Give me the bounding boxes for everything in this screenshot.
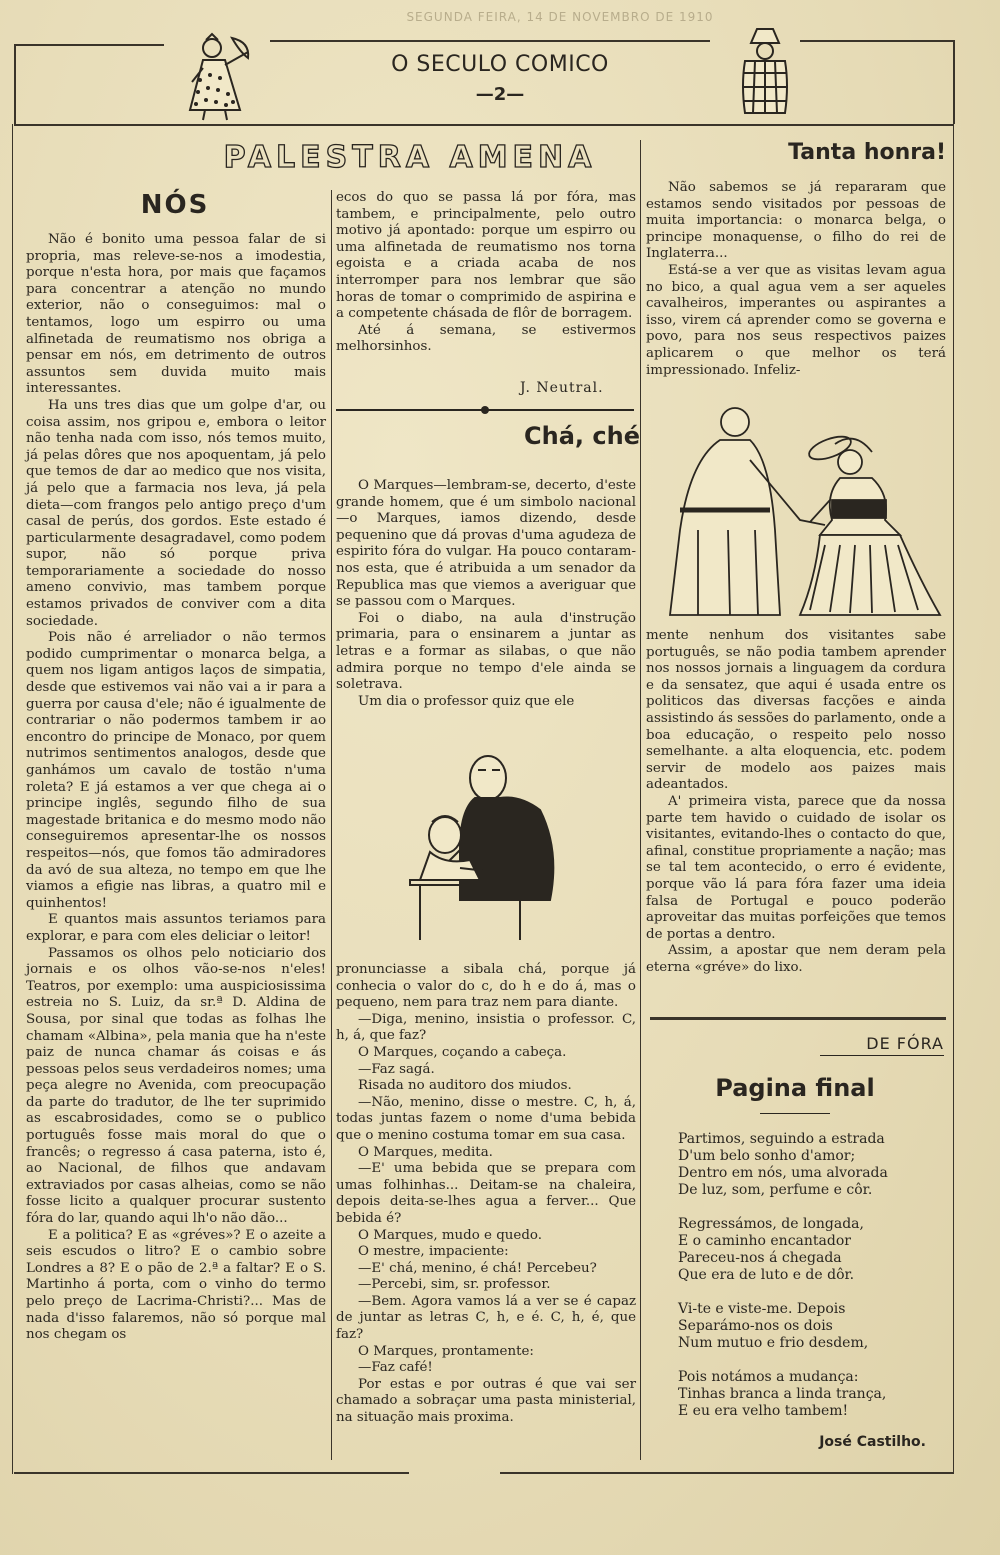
tanta-column-bottom [646,628,946,976]
verse-line: Tinhas branca a linda trança, [678,1386,887,1402]
dialogue-line: —E' uma bebida que se prepara com umas folhinhas... Deitam-se na chaleira, depois deita-se-lhes agua a ferver... Que bebida é? [336,1161,636,1226]
paragraph: O Marques—lembram-se, decerto, d'este grande homem, que é um simbolo nacional—o Marques, iamos dizendo, desde pequenino que dá provas d'uma agudeza de espirito fóra do vulgar. Ha pouco contaram-nos esta, que é atribuida a um senador da Republica mas que viemos a averiguar que se passou com o Marques. [336,478,636,610]
paragraph: Ha uns tres dias que um golpe d'ar, ou coisa assim, nos gripou e, embora o leitor não tenha nada com isso, nós temos muito, já pelas dôres que nos apoquentam, já pelo que temos de dar ao medico que nos visita, já pelo que a farmacia nos leva, já pela dieta—com frangos pelo antigo preço d'um casal de perús, dos gordos. Este estado é particularmente desagradavel, como podem supor, não só porque priva temporariamente a sociedade do nosso ameno convivio, mas tambem porque estamos privados de conviver com a dita sociedade. [26,397,326,629]
section-rule [650,1017,946,1020]
frame-line [14,44,164,46]
paragraph: Pois não é arreliador o não termos podido cumprimentar o monarca belga, a quem nos ligam antigos laços de simpatia, desde que estivemos vai não vai a ir para a guerra por causa d'ele; não é igualmente de contrariar o não podermos tambem ir ao encontro do principe de Monaco, por quem nutrimos sentimentos analogos, desde que ganhámos um cavalo de tostão n'uma roleta? E já estamos a ver que chega ai o principe inglês, segundo filho de sua magestade britanica e do mesmo modo não conseguiremos apresentar-lhe os nossos respeitos—nós, que fomos tão admiradores da avó de sua alteza, no tempo em que lhe viamos a efigie nas libras, a quatro mil e quinhentos! [26,630,326,911]
verse-line: D'um belo sonho d'amor; [678,1148,856,1164]
dialogue-line: O Marques, mudo e quedo. [358,1227,543,1243]
verse-line: Que era de luto e de dôr. [678,1267,855,1283]
cha-column-bottom [336,962,636,1427]
paragraph: Assim, a apostar que nem deram pela eterna «gréve» do lixo. [646,943,946,975]
section-divider [336,406,634,414]
kicker-de-fora: DE FÓRA [866,1034,944,1053]
verse-line: Regressámos, de longada, [678,1216,864,1232]
frame-line [953,40,955,124]
title-underline [760,1113,830,1114]
frame-line [14,44,16,124]
paragraph: Até á semana, se estivermos melhorsinhos. [336,322,636,355]
footer-rule [14,1472,409,1474]
teacher-and-boy-illustration [400,740,600,950]
article-title-tanta-honra: Tanta honra! [788,140,946,165]
article-title-cha: Chá, ché [524,422,640,450]
verse-line: E o caminho encantador [678,1233,851,1249]
verse-line: Vi-te e viste-me. Depois [678,1301,846,1317]
paragraph: mente nenhum dos visitantes sabe português, se não podia tambem aprender nos nossos jornais a linguagem da cordura e da sensatez, que aqui é usada entre os politicos das diversas facções e ainda assistindo ás sessões do parlamento, onde a boa educação, o respeito pelo nosso semelhante. a alta eloquencia, etc. podem servir de modelo aos paizes mais adeantados. [646,628,946,793]
verse-line: Dentro em nós, uma alvorada [678,1165,888,1181]
signature-neutral: J. Neutral. [520,380,604,396]
verse-line: E eu era velho tambem! [678,1403,849,1419]
header-rule [14,124,954,126]
dialogue-line: O Marques, medita. [358,1144,493,1160]
footer-rule [500,1472,954,1474]
paragraph: A' primeira vista, parece que da nossa parte tem havido o cuidado de isolar os visitantes, evitando-lhes o contacto do que, afinal, constitue propriamente a nação; mas se tal tem acontecido, o erro é evidente, porque vão lá para fóra fazer uma ideia falsa de Portugal e pouco poderão aproveitar das muitas porfeições que temos de portas a dentro. [646,793,946,942]
frame-line [270,40,710,42]
verse-line: Num mutuo e frio desdem, [678,1335,869,1351]
paragraph: pronunciasse a sibala chá, porque já conhecia o valor do c, do h e do á, mas o pequeno, nem para traz nem para diante. [336,962,636,1011]
paragraph: Não é bonito uma pessoa falar de si propria, mas releve-se-nos a imodestia, porque n'esta hora, por mais que façamos para concentrar a atenção no mundo exterior, não o conseguimos: mal o tentamos, logo um espirro ou uma alfinetada de reumatismo nos obriga a pensar em nós, em detrimento de outros assuntos sem duvida muito mais interessantes. [26,232,326,397]
stanza [678,1131,948,1199]
paragraph: Passamos os olhos pelo noticiario dos jornais e os olhos vão-se-nos n'eles! Teatros, por exemplo: uma auspiciosissima estreia no S. Luiz, da sr.ª D. Aldina de Sousa, por sinal que todas as folhas lhe chamam «Albina», pela mania que ha n'este paiz de nunca chamar ás coisas e ás pessoas pelos seus verdadeiros nomes; uma peça alegre no Avenida, com preocupação da parte do tradutor, de lhe ter suprimido as escabrosidades, como se o publico português fosse mais moral do que o francês; o regresso á casa paterna, isto é, ao Nacional, de filhos que andavam extraviados por casas alheias, como se não fosse licito a qualquer procurar sustento fóra do lar, quando aqui lh'o não dão... [26,945,326,1227]
verse-line: De luz, som, perfume e côr. [678,1182,873,1198]
column-rule [331,190,332,1460]
signature-castilho: José Castilho. [819,1434,926,1450]
gentleman-and-lady-greeting-illustration [650,400,945,625]
paragraph: Não sabemos se já repararam que estamos sendo visitados por pessoas de muita importancia: o monarca belga, o principe monaquense, o filho do rei de Inglaterra... [646,180,946,262]
column-rule [640,140,641,1460]
tanta-column-top [646,180,946,379]
article-title-pagina-final: Pagina final [715,1074,875,1102]
verse-line: Partimos, seguindo a estrada [678,1131,885,1147]
verse-line: Pois notámos a mudança: [678,1369,859,1385]
stanza [678,1369,948,1420]
palestra-column-1 [26,232,326,1344]
dialogue-line: O Marques, prontamente: [358,1343,534,1359]
dialogue-line: —E' chá, menino, é chá! Percebeu? [358,1260,597,1276]
palestra-column-2 [336,190,636,356]
article-title-nos: NÓS [140,190,210,220]
dialogue-line: —Bem. Agora vamos lá a ver se é capaz de juntar as letras C, h, e é. C, h, é, que faz? [336,1293,636,1343]
dialogue-line: O mestre, impaciente: [358,1244,509,1260]
paragraph: Por estas e por outras é que vai ser chamado a sobraçar uma pasta ministerial, na situação mais proxima. [336,1376,636,1426]
frame-line [800,40,955,42]
stanza [678,1216,948,1284]
dialogue-line: O Marques, coçando a cabeça. [358,1044,567,1060]
paragraph: Está-se a ver que as visitas levam agua no bico, a qual agua vem a ser aqueles cavalheiros, imperantes ou aspirantes a isso, virem cá aprender como se governa e povo, para nos seus respectivos paizes aplicarem o que melhor os terá impressionado. Infeliz- [646,262,946,378]
stanza [678,1301,948,1352]
column-rule [953,124,954,1474]
column-rule [12,124,13,1474]
running-head: SEGUNDA FEIRA, 14 DE NOVEMBRO DE 1910 [406,10,714,24]
paragraph: E quantos mais assuntos teriamos para explorar, e para com eles deliciar o leitor! [26,912,326,944]
barrel-figure-illustration [735,25,795,120]
page-number: —2— [475,84,525,105]
section-title: PALESTRA AMENA [223,140,597,175]
verse-line: Pareceu-nos á chegada [678,1250,842,1266]
verse-line: Separámo-nos os dois [678,1318,833,1334]
dialogue-line: —Não, menino, disse o mestre. C, h, á, todas juntas fazem o nome d'uma bebida que o menino costuma tomar em sua casa. [336,1094,636,1143]
paragraph: ecos do quo se passa lá por fóra, mas tambem, e principalmente, pelo outro motivo já apontado: porque um espirro ou uma alfinetada de reumatismo nos torna egoista e a criada acaba de nos interromper para nos lembrar que são horas de tomar o comprimido de aspirina e a competente chásada de flôr de borragem. [336,190,636,322]
dialogue-line: —Faz café! [358,1360,433,1376]
dialogue-line: —Percebi, sim, sr. professor. [358,1277,551,1293]
publication-title: O SECULO COMICO [391,52,609,77]
dialogue-line: —Diga, menino, insistia o professor. C, h, á, que faz? [336,1011,636,1044]
dialogue-line: —Faz sagá. [358,1061,435,1077]
paragraph: Foi o diabo, na aula d'instrução primaria, para o ensinarem a juntar as letras e a formar as silabas, o que não admira porque no tempo d'ele ainda se soletrava. [336,610,636,693]
girl-with-umbrella-illustration [170,30,260,125]
paragraph: E a politica? E as «gréves»? E o azeite a seis escudos o litro? E o cambio sobre Londres a 8? E o pão de 2.ª a faltar? E o S. Martinho á porta, com o vinho do termo pelo preço de Lacrima-Christi?... Mas de nada d'isso falaremos, não só porque mal nos chegam os [26,1227,326,1343]
kicker-rule [820,1055,944,1056]
cha-column-top [336,478,636,710]
poem [678,1131,948,1437]
dialogue-line: Risada no auditoro dos miudos. [358,1078,572,1094]
paragraph: Um dia o professor quiz que ele [358,693,575,709]
